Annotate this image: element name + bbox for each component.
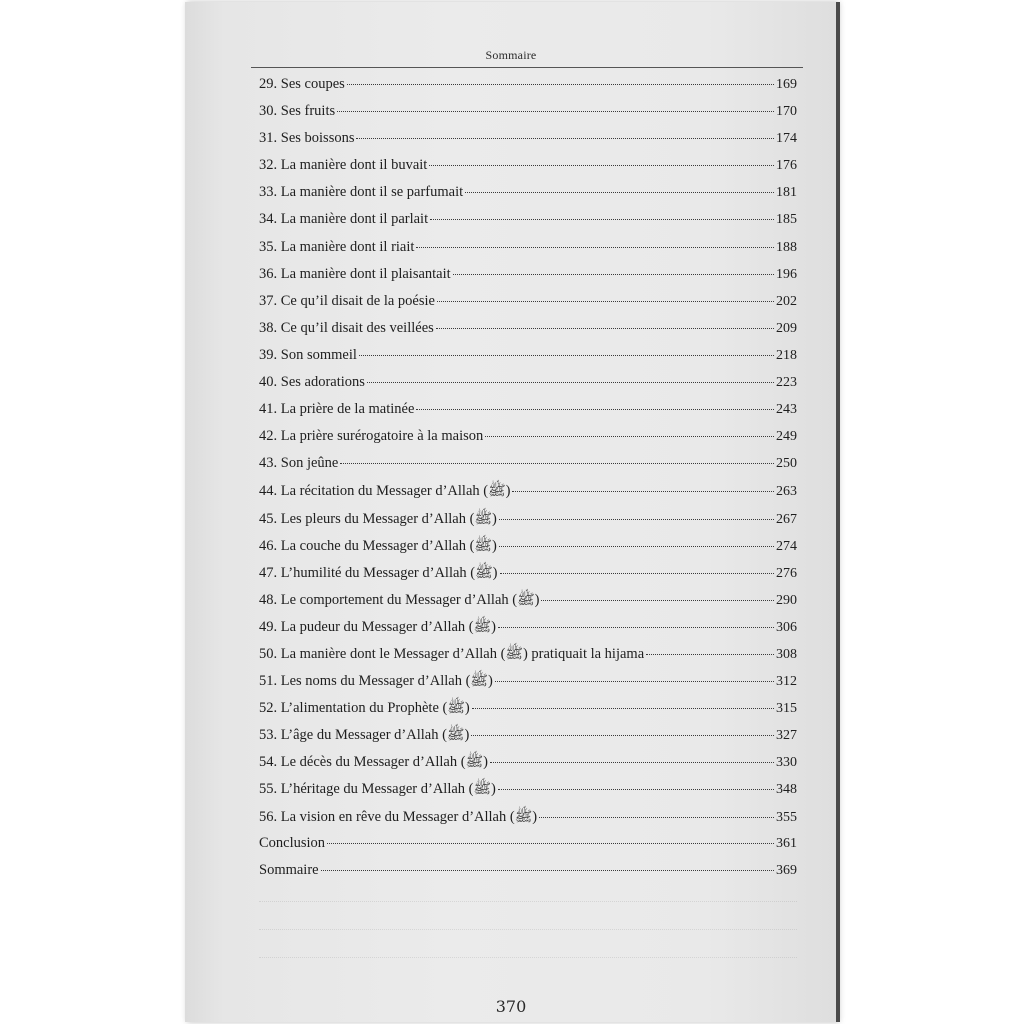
toc-entry: [259, 618, 797, 645]
toc-entry-title: 49. La pudeur du Messager d’Allah (ﷺ): [259, 618, 496, 635]
toc-dot-leader: [465, 192, 774, 193]
toc-entry: [259, 699, 797, 726]
table-of-contents: [259, 76, 797, 889]
toc-entry-title: 33. La manière dont il se parfumait: [259, 184, 464, 201]
toc-dot-leader: [359, 355, 774, 356]
toc-entry: [259, 455, 797, 482]
toc-entry: [259, 239, 797, 266]
toc-entry: [259, 76, 797, 103]
toc-entry: [259, 862, 797, 889]
toc-entry-page: 312: [776, 674, 797, 690]
toc-entry-page: 174: [776, 131, 797, 147]
toc-entry: [259, 510, 797, 537]
toc-entry-page: 185: [776, 212, 797, 228]
toc-entry: [259, 320, 797, 347]
toc-entry-title: 37. Ce qu’il disait de la poésie: [259, 292, 435, 309]
toc-entry-title: 51. Les noms du Messager d’Allah (ﷺ): [259, 673, 493, 690]
toc-dot-leader: [337, 111, 774, 112]
header-rule: [251, 67, 803, 68]
toc-entry: [259, 184, 797, 211]
toc-entry-title: 31. Ses boissons: [259, 130, 355, 147]
toc-dot-leader: [340, 463, 774, 464]
toc-entry-title: 52. L’alimentation du Prophète (ﷺ): [259, 700, 470, 717]
toc-dot-leader: [498, 627, 774, 628]
running-header: Sommaire: [485, 48, 537, 62]
toc-entry-page: 209: [776, 320, 797, 336]
toc-entry-title: 40. Ses adorations: [259, 374, 365, 391]
toc-dot-leader: [471, 735, 774, 736]
toc-entry-page: 355: [776, 809, 797, 825]
toc-dot-leader: [321, 870, 774, 871]
book-page: [185, 2, 837, 1022]
toc-entry-page: 306: [776, 619, 797, 635]
toc-entry-title: 54. Le décès du Messager d’Allah (ﷺ): [259, 754, 488, 771]
page-edge: [836, 2, 840, 1022]
toc-dot-leader: [367, 382, 774, 383]
toc-entry-page: 243: [776, 402, 797, 418]
toc-entry: [259, 130, 797, 157]
faded-line: [259, 900, 797, 902]
toc-entry-title: 46. La couche du Messager d’Allah (ﷺ): [259, 537, 497, 554]
toc-dot-leader: [416, 247, 774, 248]
toc-entry-page: 176: [776, 158, 797, 174]
toc-entry: [259, 103, 797, 130]
toc-entry: [259, 753, 797, 780]
toc-entry-title: 47. L’humilité du Messager d’Allah (ﷺ): [259, 564, 498, 581]
toc-entry-title: 41. La prière de la matinée: [259, 401, 415, 418]
toc-entry-title: 38. Ce qu’il disait des veillées: [259, 319, 434, 336]
toc-dot-leader: [499, 546, 774, 547]
toc-entry: [259, 645, 797, 672]
toc-entry: [259, 537, 797, 564]
toc-entry-title: 32. La manière dont il buvait: [259, 157, 428, 174]
toc-dot-leader: [429, 165, 774, 166]
toc-entry-title: Sommaire: [259, 861, 319, 878]
toc-dot-leader: [430, 219, 774, 220]
toc-entry-page: 348: [776, 782, 797, 798]
toc-entry-title: 50. La manière dont le Messager d’Allah (ﷺ) pratiquait la hijama: [259, 645, 645, 662]
toc-dot-leader: [499, 519, 774, 520]
toc-entry-page: 249: [776, 429, 797, 445]
toc-entry-title: 55. L’héritage du Messager d’Allah (ﷺ): [259, 781, 496, 798]
toc-entry: [259, 428, 797, 455]
toc-entry-page: 315: [776, 701, 797, 717]
toc-entry-title: 45. Les pleurs du Messager d’Allah (ﷺ): [259, 510, 497, 527]
toc-dot-leader: [485, 436, 774, 437]
toc-entry-title: 44. La récitation du Messager d’Allah (ﷺ): [259, 483, 511, 500]
toc-entry-title: 53. L’âge du Messager d’Allah (ﷺ): [259, 727, 470, 744]
toc-dot-leader: [472, 708, 774, 709]
toc-entry-page: 196: [776, 266, 797, 282]
toc-dot-leader: [541, 600, 774, 601]
toc-entry-page: 276: [776, 565, 797, 581]
toc-entry-page: 223: [776, 375, 797, 391]
toc-entry: [259, 591, 797, 618]
toc-entry-page: 170: [776, 104, 797, 120]
toc-dot-leader: [539, 817, 774, 818]
toc-dot-leader: [416, 409, 774, 410]
toc-dot-leader: [498, 789, 774, 790]
toc-dot-leader: [327, 843, 774, 844]
toc-entry-page: 250: [776, 456, 797, 472]
toc-entry: [259, 374, 797, 401]
toc-entry-page: 361: [776, 835, 797, 851]
toc-entry: [259, 726, 797, 753]
page-number: 370: [495, 997, 527, 1016]
toc-dot-leader: [495, 681, 774, 682]
toc-entry: [259, 808, 797, 835]
toc-entry-title: 43. Son jeûne: [259, 455, 339, 472]
toc-entry-page: 169: [776, 77, 797, 92]
toc-entry-page: 308: [776, 646, 797, 662]
toc-entry-page: 274: [776, 538, 797, 554]
toc-entry: [259, 835, 797, 862]
faded-line: [259, 928, 797, 930]
toc-entry: [259, 401, 797, 428]
toc-dot-leader: [500, 573, 775, 574]
toc-entry-title: 39. Son sommeil: [259, 346, 357, 363]
toc-entry: [259, 672, 797, 699]
toc-entry: [259, 347, 797, 374]
toc-entry: [259, 564, 797, 591]
toc-entry-page: 188: [776, 239, 797, 255]
toc-dot-leader: [437, 301, 774, 302]
toc-dot-leader: [356, 138, 774, 139]
faded-leader-lines: [259, 900, 797, 980]
toc-entry-title: Conclusion: [259, 834, 326, 851]
toc-entry-title: 30. Ses fruits: [259, 103, 336, 120]
toc-entry: [259, 266, 797, 293]
toc-entry-page: 267: [776, 511, 797, 527]
toc-entry-page: 369: [776, 862, 797, 878]
toc-dot-leader: [436, 328, 774, 329]
toc-entry-page: 263: [776, 484, 797, 500]
toc-entry-title: 56. La vision en rêve du Messager d’Allah (ﷺ): [259, 808, 538, 825]
toc-dot-leader: [453, 274, 774, 275]
toc-entry-title: 48. Le comportement du Messager d’Allah (ﷺ): [259, 591, 540, 608]
toc-entry-title: 42. La prière surérogatoire à la maison: [259, 428, 484, 445]
toc-entry-page: 181: [776, 185, 797, 201]
toc-entry-page: 290: [776, 592, 797, 608]
toc-entry-title: 34. La manière dont il parlait: [259, 211, 429, 228]
toc-entry: [259, 293, 797, 320]
toc-entry-page: 330: [776, 755, 797, 771]
toc-entry: [259, 211, 797, 238]
toc-entry-title: 35. La manière dont il riait: [259, 238, 415, 255]
toc-entry-page: 218: [776, 347, 797, 363]
toc-dot-leader: [512, 491, 774, 492]
toc-entry: [259, 482, 797, 509]
faded-line: [259, 956, 797, 958]
toc-dot-leader: [347, 84, 774, 85]
toc-dot-leader: [490, 762, 774, 763]
toc-entry: [259, 157, 797, 184]
toc-entry-title: 29. Ses coupes: [259, 76, 345, 92]
toc-dot-leader: [646, 654, 774, 655]
toc-entry: [259, 780, 797, 807]
toc-entry-page: 202: [776, 293, 797, 309]
toc-entry-title: 36. La manière dont il plaisantait: [259, 265, 451, 282]
toc-entry-page: 327: [776, 728, 797, 744]
